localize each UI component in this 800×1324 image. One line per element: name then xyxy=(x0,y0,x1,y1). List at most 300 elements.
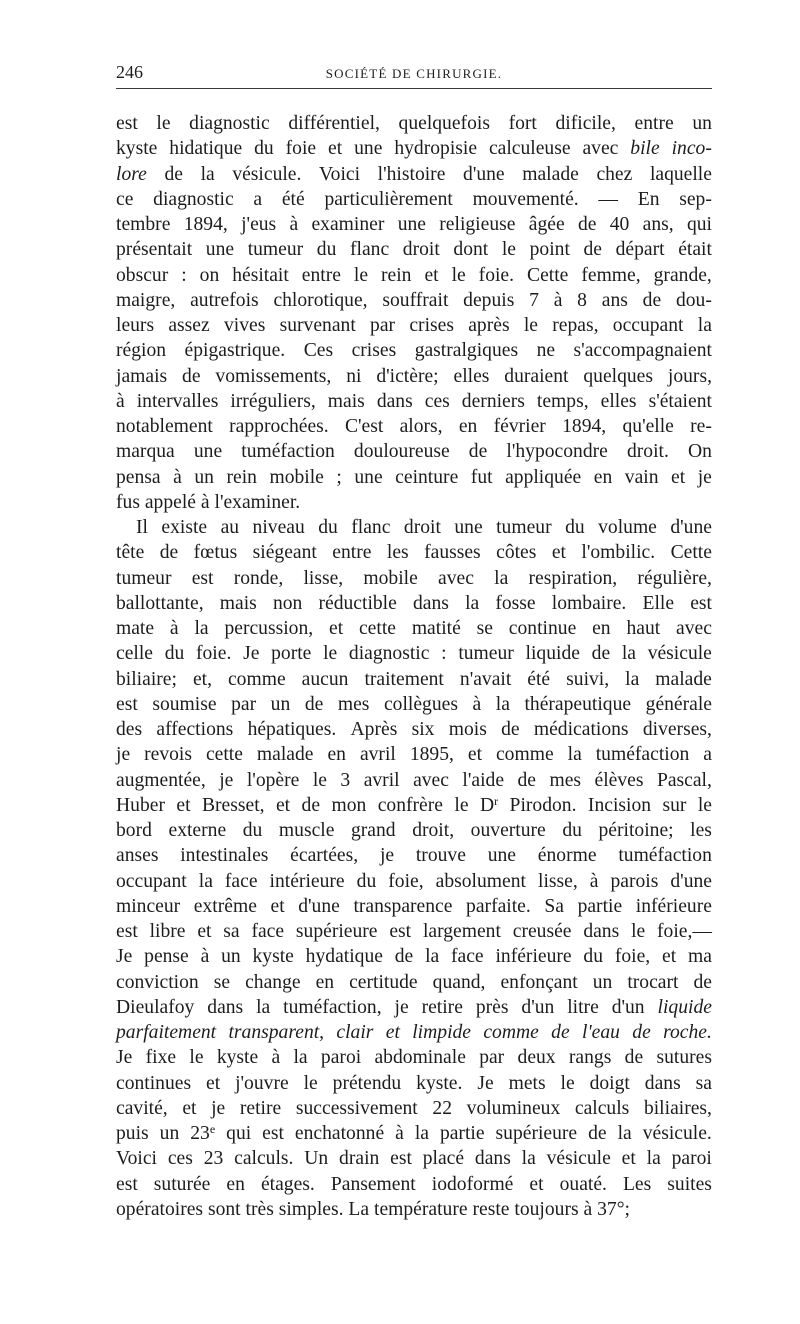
text-line xyxy=(116,1096,712,1121)
word-text: des xyxy=(116,719,143,740)
word-text: de xyxy=(577,214,597,235)
text-line xyxy=(116,1172,712,1197)
text-line xyxy=(116,313,712,338)
text-line xyxy=(116,288,712,313)
word xyxy=(351,717,398,742)
word xyxy=(602,288,628,313)
word xyxy=(229,414,329,439)
word-text: droit xyxy=(403,517,441,538)
word xyxy=(150,919,186,944)
word-text: la xyxy=(194,618,209,639)
text-line xyxy=(116,944,712,969)
word xyxy=(518,1045,556,1070)
word-text: une xyxy=(354,138,383,160)
word xyxy=(363,566,417,591)
word xyxy=(647,1146,661,1171)
word xyxy=(223,919,239,944)
word-text: et xyxy=(551,542,566,564)
word-text: quand, xyxy=(432,971,486,993)
word xyxy=(357,869,377,894)
word xyxy=(581,263,640,288)
word-text: Bresset, xyxy=(201,794,265,816)
word xyxy=(584,1197,593,1222)
word-text: de xyxy=(182,365,201,387)
word xyxy=(463,288,514,313)
word-text: retire xyxy=(239,1097,282,1119)
word-text: la xyxy=(697,315,712,336)
word-text: l'opère xyxy=(246,769,300,791)
word-text: examiner xyxy=(311,214,385,235)
word xyxy=(415,1121,429,1146)
word xyxy=(247,768,300,793)
word-text: volumineux xyxy=(466,1097,561,1119)
word-text: mobile xyxy=(363,567,418,589)
word xyxy=(219,768,233,793)
word xyxy=(253,944,294,969)
word-text: ce xyxy=(116,188,134,210)
word-text: liquide xyxy=(525,643,580,665)
word-text: un xyxy=(692,113,712,134)
word xyxy=(569,1045,611,1070)
text-line xyxy=(116,843,712,868)
word xyxy=(596,162,632,187)
word-text: est xyxy=(389,921,412,942)
word-text: intervalles xyxy=(136,390,219,412)
word xyxy=(670,515,712,540)
word xyxy=(398,212,426,237)
word xyxy=(298,894,340,919)
word xyxy=(690,591,712,616)
word xyxy=(116,1121,149,1146)
word xyxy=(321,1045,361,1070)
word-text: gastralgiques xyxy=(414,340,519,362)
word-text: dans xyxy=(376,390,413,412)
word-text: en xyxy=(458,416,478,437)
word xyxy=(116,364,167,389)
word xyxy=(354,263,368,288)
word-text: la xyxy=(425,946,440,968)
word-text: kyste xyxy=(252,946,294,968)
word-text: Voici xyxy=(116,1148,158,1170)
word-text: enfonçant xyxy=(500,971,578,993)
text-line xyxy=(116,490,712,515)
word-text: âgée xyxy=(528,214,565,235)
word-text: d'une xyxy=(298,895,340,917)
word xyxy=(377,389,413,414)
word xyxy=(479,263,514,288)
word xyxy=(412,818,454,843)
word xyxy=(698,793,712,818)
word-text: continue xyxy=(508,618,577,639)
word-text: porte xyxy=(271,643,312,665)
word-text: non xyxy=(272,592,303,614)
word xyxy=(537,389,589,414)
word-text: La xyxy=(348,1198,370,1220)
word xyxy=(453,237,488,262)
word xyxy=(479,1045,504,1070)
word-text: et xyxy=(662,946,677,968)
word-text: soumise xyxy=(152,693,217,715)
word xyxy=(578,894,623,919)
word-text: dans xyxy=(207,996,244,1018)
word xyxy=(663,1020,712,1045)
word-text: régulière, xyxy=(637,567,712,589)
word xyxy=(422,995,463,1020)
word-text: Ces xyxy=(303,340,334,362)
word-text: face xyxy=(251,921,285,942)
word xyxy=(657,768,712,793)
word-text: quelquefois xyxy=(398,113,490,134)
word xyxy=(657,919,712,944)
word xyxy=(302,793,321,818)
word xyxy=(454,364,490,389)
word xyxy=(505,465,581,490)
text-line xyxy=(116,338,712,363)
word-text: Les xyxy=(622,1173,652,1195)
word-text: hésitait xyxy=(232,264,289,286)
word-text: Dieulafoy xyxy=(116,996,195,1018)
word xyxy=(156,717,233,742)
word-text: suturée xyxy=(153,1173,211,1195)
word-text: malade xyxy=(256,744,314,766)
word xyxy=(327,742,346,767)
word xyxy=(626,616,660,641)
word-text: percussion, xyxy=(224,618,314,639)
word xyxy=(318,515,338,540)
word xyxy=(116,212,170,237)
word xyxy=(296,1096,418,1121)
word-text: est xyxy=(191,567,214,589)
word-text: s'accompagnaient xyxy=(573,340,712,362)
word-text: doigt xyxy=(589,1072,630,1094)
word xyxy=(561,1071,575,1096)
word-text: depuis xyxy=(463,289,515,311)
word xyxy=(241,212,276,237)
word xyxy=(288,111,380,136)
word-text: à xyxy=(395,1123,404,1144)
word xyxy=(462,768,504,793)
word xyxy=(332,540,371,565)
word xyxy=(522,162,579,187)
word-text: le xyxy=(454,794,469,816)
word xyxy=(381,263,411,288)
word-text: et xyxy=(275,794,291,816)
word-text: sep- xyxy=(679,188,712,210)
word-text: abdominale xyxy=(374,1047,466,1069)
word xyxy=(271,1045,280,1070)
word-text: avec xyxy=(676,618,712,639)
word-text: transparent, xyxy=(228,1022,325,1043)
word xyxy=(529,288,539,313)
word xyxy=(338,692,370,717)
word-text: la xyxy=(256,996,271,1018)
word-text: cette xyxy=(358,618,396,639)
word-text: leurs xyxy=(116,315,155,336)
word xyxy=(226,465,256,490)
word-text: hidatique xyxy=(169,138,243,160)
word-text: la xyxy=(521,1148,536,1170)
word-text: ronde, xyxy=(233,567,284,589)
text-line xyxy=(116,187,712,212)
word xyxy=(116,566,172,591)
word-text: rapprochées. xyxy=(229,416,329,437)
word-text: entre xyxy=(634,113,674,134)
word xyxy=(622,414,673,439)
word-text: à xyxy=(289,214,299,235)
word xyxy=(395,465,458,490)
word xyxy=(560,1172,607,1197)
word xyxy=(618,1121,632,1146)
word xyxy=(116,894,180,919)
word xyxy=(500,970,577,995)
word xyxy=(599,818,674,843)
word-text: dans xyxy=(644,1072,681,1094)
word xyxy=(644,1096,712,1121)
word xyxy=(574,338,712,363)
word xyxy=(643,591,675,616)
word-text: partie xyxy=(439,1123,485,1144)
word-text: mate xyxy=(116,618,155,639)
word-text: femme, xyxy=(581,264,641,286)
word-text: est xyxy=(262,1123,284,1144)
word xyxy=(510,793,577,818)
word-text: foie xyxy=(285,138,317,160)
word-text: et xyxy=(270,895,285,917)
word xyxy=(387,540,409,565)
word xyxy=(351,515,390,540)
word xyxy=(313,768,327,793)
word-text: à xyxy=(553,289,563,311)
word xyxy=(208,1197,241,1222)
word xyxy=(466,894,531,919)
word xyxy=(495,944,571,969)
word xyxy=(688,439,712,464)
word xyxy=(116,389,125,414)
word-text: sur xyxy=(662,794,687,816)
word-text: une xyxy=(193,441,223,463)
word-text: certitude xyxy=(349,971,418,993)
word xyxy=(627,439,669,464)
word-text: la xyxy=(567,744,582,766)
word-text: fut xyxy=(470,466,493,488)
word-text: été xyxy=(527,668,551,690)
word xyxy=(424,540,481,565)
word xyxy=(276,793,290,818)
word-text: par xyxy=(231,693,257,715)
word-text: de xyxy=(164,163,183,185)
word-text: collègues xyxy=(383,693,458,715)
word-text: rein xyxy=(381,264,412,286)
word xyxy=(116,717,142,742)
word xyxy=(467,1096,561,1121)
word-text: à xyxy=(472,693,482,715)
word xyxy=(116,591,204,616)
word xyxy=(156,111,170,136)
word xyxy=(280,313,356,338)
word xyxy=(336,1020,373,1045)
word xyxy=(202,793,265,818)
word-text: 23 xyxy=(203,1148,224,1170)
word xyxy=(293,1045,307,1070)
word xyxy=(643,212,674,237)
word xyxy=(374,1197,468,1222)
word-text: le xyxy=(523,315,538,336)
word xyxy=(324,187,452,212)
word xyxy=(217,1045,258,1070)
word-text: sutures xyxy=(656,1047,712,1069)
word-text: ces xyxy=(424,390,450,412)
word-text: la xyxy=(494,567,509,589)
word-text: niveau xyxy=(252,517,305,538)
word-text: religieuse xyxy=(439,214,516,235)
word-text: ni xyxy=(346,365,362,387)
word xyxy=(254,136,274,161)
word-text: point xyxy=(529,239,570,261)
word-text: de xyxy=(591,643,611,665)
word-text: haut xyxy=(626,618,661,639)
text-line xyxy=(116,1020,712,1045)
word-text: largement xyxy=(422,921,501,942)
word-text: pensa xyxy=(116,466,161,488)
word xyxy=(477,616,493,641)
word-text: duraient xyxy=(504,365,569,387)
word-text: la xyxy=(293,1047,308,1069)
word xyxy=(194,540,238,565)
word-text: transparence xyxy=(353,895,453,917)
word xyxy=(340,768,350,793)
word-text: souffrait xyxy=(382,289,449,311)
book-page xyxy=(116,58,712,1222)
word-text: à xyxy=(173,466,182,488)
word xyxy=(504,364,568,389)
word xyxy=(588,793,651,818)
word xyxy=(469,439,488,464)
word-text: vésicule xyxy=(647,643,712,665)
word xyxy=(496,1121,578,1146)
word xyxy=(477,1071,493,1096)
word xyxy=(116,742,130,767)
word xyxy=(295,1121,384,1146)
word-text: la xyxy=(495,693,510,715)
word-text: kyste xyxy=(216,1047,259,1069)
word xyxy=(425,944,439,969)
word-text: lisse, xyxy=(303,567,344,589)
word-text: hydatique xyxy=(305,946,383,968)
word-text: avec xyxy=(582,138,619,160)
word xyxy=(232,162,301,187)
word-text: et xyxy=(182,1097,197,1119)
word-text: en xyxy=(327,744,346,766)
word-text: successivement xyxy=(295,1097,418,1119)
word-text: je xyxy=(697,466,712,488)
word xyxy=(423,919,501,944)
text-line xyxy=(116,389,712,414)
word xyxy=(676,616,712,641)
word xyxy=(538,869,578,894)
word-text: se xyxy=(476,618,493,639)
word-text: qu'elle xyxy=(622,416,674,437)
word xyxy=(360,742,396,767)
word-text: repas, xyxy=(552,315,599,336)
word-text: est xyxy=(116,1173,138,1195)
word xyxy=(501,717,520,742)
word-text: comme xyxy=(495,744,554,766)
word xyxy=(584,237,603,262)
word xyxy=(698,313,712,338)
word xyxy=(352,338,397,363)
word xyxy=(489,136,571,161)
word xyxy=(552,540,566,565)
word xyxy=(116,1197,203,1222)
word xyxy=(509,616,576,641)
word xyxy=(116,793,165,818)
word xyxy=(440,1121,485,1146)
word-text: diverses, xyxy=(642,719,712,740)
word-text: du xyxy=(583,946,604,968)
word xyxy=(190,288,259,313)
word-text: péritoine; xyxy=(598,820,674,841)
word xyxy=(538,843,597,868)
word-text: et xyxy=(385,1022,400,1043)
word-text: toujours xyxy=(514,1198,579,1220)
word xyxy=(318,591,396,616)
word xyxy=(625,667,639,692)
word-text: était xyxy=(678,239,712,261)
word xyxy=(228,1020,324,1045)
text-line xyxy=(116,894,712,919)
word xyxy=(270,869,345,894)
word xyxy=(194,616,208,641)
word-text: pense xyxy=(144,946,189,968)
word-text: vésicule. xyxy=(232,163,302,185)
word-text: tuméfaction xyxy=(595,744,690,766)
word xyxy=(583,944,603,969)
word-text: re- xyxy=(690,416,712,437)
word xyxy=(200,263,220,288)
word xyxy=(460,667,511,692)
word xyxy=(152,692,216,717)
word-text: par xyxy=(479,1047,505,1069)
word-text: Voici xyxy=(319,163,361,185)
word xyxy=(598,515,657,540)
word-text: médications xyxy=(533,719,629,740)
word-text: par xyxy=(370,315,396,336)
word-text: Elle xyxy=(642,592,675,614)
word-text: du xyxy=(356,870,377,892)
word-text: au xyxy=(220,517,240,538)
word xyxy=(257,742,314,767)
word-text: Il xyxy=(136,517,148,538)
word-text: ouverture xyxy=(470,820,546,841)
word xyxy=(206,742,243,767)
word-text: différentiel, xyxy=(288,113,380,134)
text-line xyxy=(116,263,712,288)
word xyxy=(494,566,508,591)
word xyxy=(403,237,440,262)
word xyxy=(433,970,486,995)
word-text: je xyxy=(116,744,131,766)
word xyxy=(364,768,400,793)
word xyxy=(348,1197,369,1222)
word xyxy=(201,490,210,515)
running-title: SOCIÉTÉ DE CHIRURGIE. xyxy=(325,66,503,81)
word xyxy=(672,1146,712,1171)
word-text: du xyxy=(565,517,585,538)
word xyxy=(194,465,214,490)
word-text: vives xyxy=(223,315,266,336)
word-text: de xyxy=(632,1022,651,1043)
word xyxy=(471,818,546,843)
